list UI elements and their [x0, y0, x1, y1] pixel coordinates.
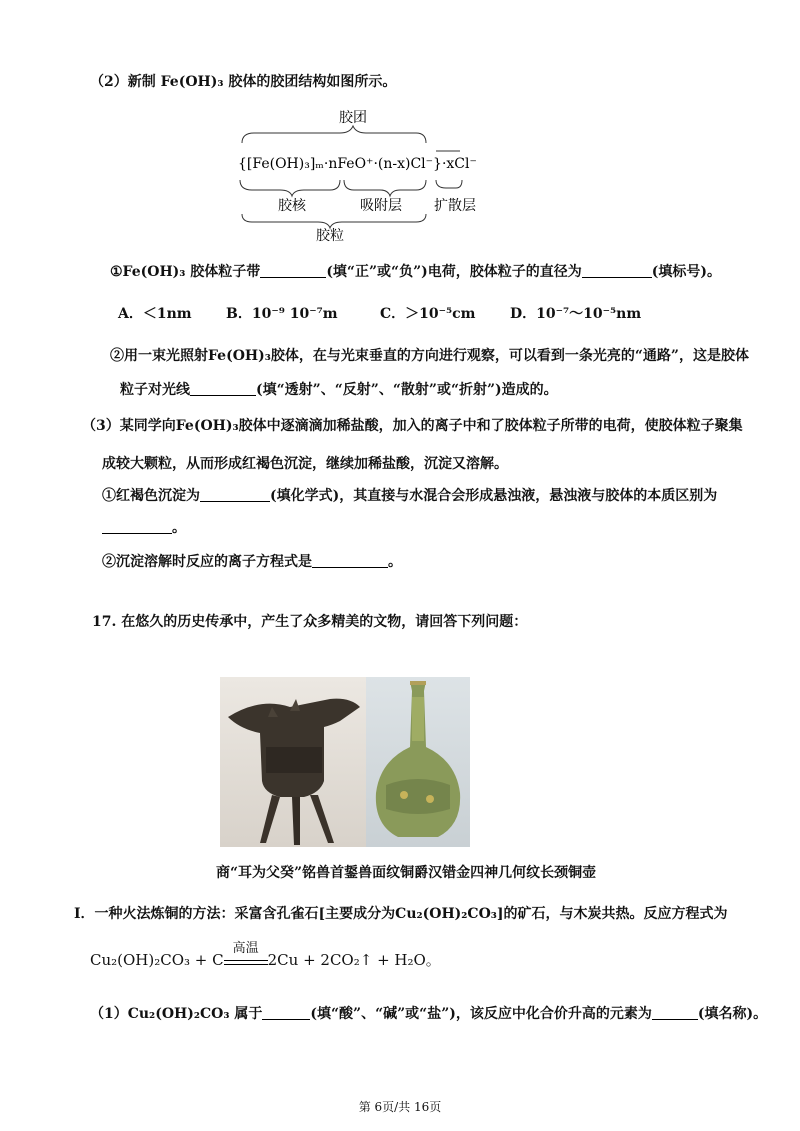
bronze-jue-photo — [220, 677, 366, 847]
page-footer: 第 6页/共 16页 — [358, 1100, 442, 1114]
q2-1-part-c: (填标号)。 — [651, 264, 722, 280]
q3-2-end: 。 — [388, 554, 402, 570]
reaction-condition: 高温 — [232, 941, 259, 956]
option-d: D．10⁻⁷～10⁻⁵nm — [510, 306, 642, 322]
option-b: B．10⁻⁹ 10⁻⁷m — [226, 306, 338, 322]
part-1-question-1 — [90, 1004, 767, 1024]
q3-line1: （3）某同学向Fe(OH)₃胶体中逐滴滴加稀盐酸，加入的离子中和了胶体粒子所带的电荷，使胶体粒子聚集 — [82, 418, 743, 434]
light-effect-blank[interactable] — [190, 381, 256, 396]
diameter-blank[interactable] — [582, 263, 652, 278]
q3-2-line — [102, 552, 402, 572]
reaction-equation — [90, 941, 441, 970]
q2-1-line — [110, 262, 721, 282]
precipitate-formula-blank[interactable] — [200, 487, 270, 502]
part-1-q1-b: (填“酸”、“碱”或“盐”)，该反应中化合价升高的元素为 — [310, 1006, 652, 1022]
micelle-formula: {[Fe(OH)₃]ₘ·nFeO⁺·(n-x)Cl⁻}·xCl⁻ — [238, 156, 477, 172]
q3-1-continued — [102, 518, 186, 538]
micelle-label: 胶团 — [339, 110, 367, 126]
q2-2-line1: ②用一束光照射Fe(OH)₃胶体，在与光束垂直的方向进行观察，可以看到一条光亮的“通路”，这是胶体 — [110, 348, 749, 364]
core-label: 胶核 — [278, 198, 306, 214]
adsorption-layer-label: 吸附层 — [360, 198, 402, 214]
image-caption: 商“耳为父癸”铭兽首鋬兽面纹铜爵汉错金四神几何纹长颈铜壶 — [216, 865, 597, 881]
colloid-particle-label: 胶粒 — [316, 228, 344, 243]
equation-products: 2Cu + 2CO₂↑ + H₂O。 — [267, 951, 441, 969]
part-1-q1-a: （1）Cu₂(OH)₂CO₃ 属于 — [90, 1006, 263, 1022]
q2-2-line2-b: (填“透射”、“反射”、“散射”或“折射”)造成的。 — [256, 382, 558, 398]
question-17: 17. 在悠久的历史传承中，产生了众多精美的文物，请回答下列问题： — [92, 614, 528, 630]
q2-1-part-b: (填“正”或“负”)电荷，胶体粒子的直径为 — [326, 264, 582, 280]
diffuse-layer-label: 扩散层 — [434, 198, 476, 214]
q3-1-end: 。 — [172, 520, 186, 536]
option-a: A．＜1nm — [118, 306, 192, 322]
compound-type-blank[interactable] — [262, 1005, 310, 1020]
reaction-arrow — [224, 941, 268, 965]
equation-reactants: Cu₂(OH)₂CO₃ + C — [90, 951, 224, 969]
charge-blank[interactable] — [260, 263, 326, 278]
q3-1-part-a: ①红褐色沉淀为 — [102, 488, 200, 504]
element-name-blank[interactable] — [652, 1005, 698, 1020]
q3-line2: 成较大颗粒，从而形成红褐色沉淀，继续加稀盐酸，沉淀又溶解。 — [102, 456, 508, 472]
q2-title: （2）新制 Fe(OH)₃ 胶体的胶团结构如图所示。 — [90, 74, 397, 90]
q2-1-part-a: ①Fe(OH)₃ 胶体粒子带 — [110, 264, 261, 280]
part-1-intro: I．一种火法炼铜的方法：采富含孔雀石[主要成分为Cu₂(OH)₂CO₃]的矿石，与木炭共热。反应方程式为 — [74, 906, 728, 922]
q3-1-line — [102, 486, 717, 506]
q2-2-line2-a: 粒子对光线 — [120, 382, 190, 398]
micelle-structure-diagram — [230, 108, 510, 243]
micelle-diagram-svg — [230, 108, 510, 243]
part-1-q1-c: (填名称)。 — [697, 1006, 768, 1022]
option-c: C．＞10⁻⁵cm — [380, 306, 476, 322]
ionic-equation-blank[interactable] — [312, 553, 388, 568]
q2-2-line2 — [120, 380, 558, 400]
q3-1-part-b: (填化学式)，其直接与水混合会形成悬浊液，悬浊液与胶体的本质区别为 — [270, 488, 718, 504]
bronze-hu-vase-photo — [366, 677, 470, 847]
q3-2-part-a: ②沉淀溶解时反应的离子方程式是 — [102, 554, 312, 570]
essential-difference-blank[interactable] — [102, 519, 172, 534]
